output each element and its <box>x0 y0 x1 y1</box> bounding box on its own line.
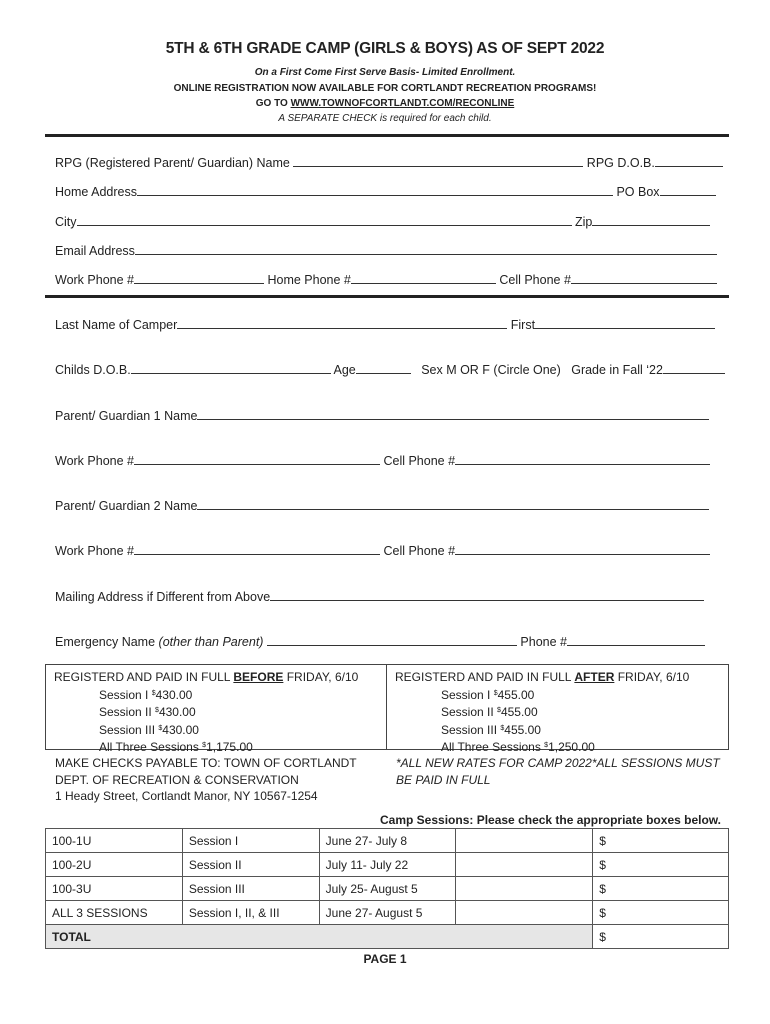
rpg-dob-label: RPG D.O.B. <box>586 156 655 170</box>
table-row <box>46 853 729 877</box>
session-checkbox[interactable] <box>456 877 593 901</box>
pg2-phones-row <box>55 543 710 558</box>
session-dates: July 25- August 5 <box>319 877 456 901</box>
pg1-name-field[interactable] <box>197 408 709 420</box>
after-session-3: Session III $455.00 <box>441 722 541 737</box>
before-session-2: Session II $430.00 <box>99 705 196 719</box>
registration-link-line <box>0 98 770 109</box>
session-amount[interactable]: $ <box>593 829 729 853</box>
registration-link[interactable]: WWW.TOWNOFCORTLANDT.COM/RECONLINE <box>290 98 515 109</box>
divider <box>45 295 729 298</box>
grade-label: Grade in Fall ‘22 <box>571 363 663 377</box>
pg2-work-label: Work Phone # <box>55 544 134 558</box>
home-phone-label: Home Phone # <box>267 273 351 287</box>
total-label: TOTAL <box>46 925 593 949</box>
before-session-3: Session III $430.00 <box>99 722 199 737</box>
home-address-field[interactable] <box>137 184 613 196</box>
price-box-before <box>45 664 387 754</box>
home-address-label: Home Address <box>55 185 137 199</box>
table-row <box>46 829 729 853</box>
rates-note <box>396 755 720 788</box>
rates-note-line-2: BE PAID IN FULL <box>396 772 491 787</box>
city-row <box>55 214 710 229</box>
before-all-sessions: All Three Sessions $1,175.00 <box>99 740 253 754</box>
child-dob-field[interactable] <box>131 362 331 374</box>
before-head-suffix: FRIDAY, 6/10 <box>283 670 359 684</box>
rpg-name-row <box>55 155 723 170</box>
camper-last-label: Last Name of Camper <box>55 318 178 332</box>
session-checkbox[interactable] <box>456 901 593 925</box>
enrollment-note: On a First Come First Serve Basis- Limited Enrollment. <box>254 67 516 78</box>
pg1-name-row <box>55 408 709 423</box>
pg1-cell-label: Cell Phone # <box>383 454 456 468</box>
pg2-name-row <box>55 498 709 513</box>
rpg-dob-field[interactable] <box>655 155 723 167</box>
home-address-row <box>55 184 716 199</box>
work-phone-field[interactable] <box>134 272 264 284</box>
total-amount[interactable]: $ <box>593 925 729 949</box>
pg1-work-field[interactable] <box>134 453 380 465</box>
session-dates: June 27- July 8 <box>319 829 456 853</box>
sessions-caption: Camp Sessions: Please check the appropriate boxes below. <box>380 813 722 827</box>
cell-phone-field[interactable] <box>571 272 717 284</box>
mailing-label: Mailing Address if Different from Above <box>55 590 271 604</box>
session-name: Session III <box>182 877 319 901</box>
payable-info <box>55 755 357 805</box>
home-phone-field[interactable] <box>351 272 496 284</box>
child-dob-label: Childs D.O.B. <box>55 363 131 377</box>
before-heading <box>54 669 386 686</box>
emergency-phone-label: Phone # <box>520 635 567 649</box>
emergency-note: (other than Parent) <box>158 635 264 649</box>
table-row <box>46 901 729 925</box>
pg1-phones-row <box>55 453 710 468</box>
grade-field[interactable] <box>663 362 725 374</box>
after-session-1: Session I $455.00 <box>441 687 535 702</box>
divider <box>45 134 729 137</box>
after-head-suffix: FRIDAY, 6/10 <box>614 670 690 684</box>
email-row <box>55 243 717 258</box>
session-code: ALL 3 SESSIONS <box>46 901 183 925</box>
session-amount[interactable]: $ <box>593 853 729 877</box>
emergency-row <box>55 634 705 649</box>
session-dates: July 11- July 22 <box>319 853 456 877</box>
mailing-field[interactable] <box>270 589 704 601</box>
pg2-work-field[interactable] <box>134 543 380 555</box>
session-amount[interactable]: $ <box>593 877 729 901</box>
camper-first-field[interactable] <box>535 317 715 329</box>
work-phone-label: Work Phone # <box>55 273 134 287</box>
zip-label: Zip <box>575 215 593 229</box>
total-row <box>46 925 729 949</box>
pg2-cell-field[interactable] <box>455 543 710 555</box>
email-label: Email Address <box>55 244 135 258</box>
rpg-name-field[interactable] <box>293 155 583 167</box>
pg1-work-label: Work Phone # <box>55 454 134 468</box>
pobox-field[interactable] <box>660 184 716 196</box>
mailing-row <box>55 589 704 604</box>
payable-line-2: DEPT. OF RECREATION & CONSERVATION <box>55 772 299 787</box>
session-checkbox[interactable] <box>456 853 593 877</box>
link-prefix: GO TO <box>255 98 291 109</box>
page-number: PAGE 1 <box>363 952 407 966</box>
pg2-name-label: Parent/ Guardian 2 Name <box>55 499 198 513</box>
session-name: Session II <box>182 853 319 877</box>
form-title: 5TH & 6TH GRADE CAMP (GIRLS & BOYS) AS OF SEPT 2022 <box>165 40 605 57</box>
camper-first-label: First <box>510 318 536 332</box>
zip-field[interactable] <box>592 214 710 226</box>
cell-phone-label: Cell Phone # <box>499 273 571 287</box>
session-code: 100-3U <box>46 877 183 901</box>
after-session-2: Session II $455.00 <box>441 705 538 719</box>
price-box-after <box>386 664 729 754</box>
age-field[interactable] <box>356 362 411 374</box>
after-head-prefix: REGISTERD AND PAID IN FULL <box>395 670 575 684</box>
pg2-name-field[interactable] <box>197 498 709 510</box>
online-registration-note: ONLINE REGISTRATION NOW AVAILABLE FOR CORTLANDT RECREATION PROGRAMS! <box>173 83 597 94</box>
before-session-1: Session I $430.00 <box>99 687 193 702</box>
email-field[interactable] <box>135 243 717 255</box>
camper-name-row <box>55 317 715 332</box>
session-code: 100-2U <box>46 853 183 877</box>
rpg-name-label: RPG (Registered Parent/ Guardian) Name <box>55 156 290 170</box>
session-name: Session I, II, & III <box>182 901 319 925</box>
pg1-name-label: Parent/ Guardian 1 Name <box>55 409 198 423</box>
camper-last-field[interactable] <box>177 317 507 329</box>
pg1-cell-field[interactable] <box>455 453 710 465</box>
rates-note-line-1: *ALL NEW RATES FOR CAMP 2022*ALL SESSIONS MUST <box>396 756 720 770</box>
sessions-table <box>45 828 729 949</box>
city-label: City <box>55 215 77 229</box>
after-heading <box>395 669 728 686</box>
city-field[interactable] <box>77 214 572 226</box>
payable-line-3: 1 Heady Street, Cortlandt Manor, NY 10567-1254 <box>55 789 318 803</box>
sex-select[interactable]: Sex M OR F (Circle One) <box>421 363 561 377</box>
before-head-key: BEFORE <box>233 670 284 684</box>
session-amount[interactable]: $ <box>593 901 729 925</box>
before-head-prefix: REGISTERD AND PAID IN FULL <box>54 670 234 684</box>
emergency-phone-field[interactable] <box>567 634 705 646</box>
camper-details-row <box>55 362 725 377</box>
session-dates: June 27- August 5 <box>319 901 456 925</box>
pg2-cell-label: Cell Phone # <box>383 544 456 558</box>
age-label: Age <box>333 363 356 377</box>
session-name: Session I <box>182 829 319 853</box>
phones-row <box>55 272 717 287</box>
session-checkbox[interactable] <box>456 829 593 853</box>
after-head-key: AFTER <box>574 670 615 684</box>
session-code: 100-1U <box>46 829 183 853</box>
separate-check-note: A SEPARATE CHECK is required for each child. <box>278 113 492 124</box>
emergency-label: Emergency Name <box>55 635 156 649</box>
table-row <box>46 877 729 901</box>
payable-line-1: MAKE CHECKS PAYABLE TO: TOWN OF CORTLANDT <box>55 756 357 770</box>
after-all-sessions: All Three Sessions $1,250.00 <box>441 740 595 754</box>
pobox-label: PO Box <box>616 185 660 199</box>
emergency-name-field[interactable] <box>267 634 517 646</box>
